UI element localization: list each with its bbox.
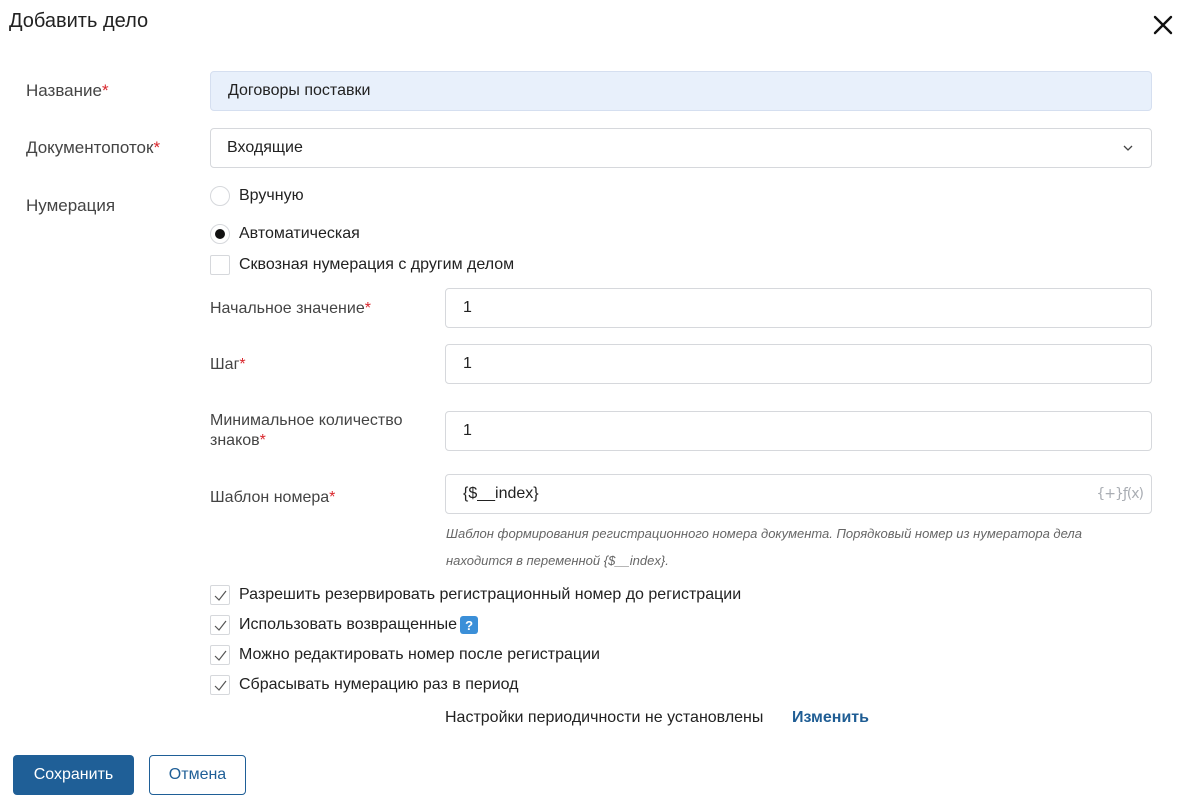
min-digits-label [210,411,402,451]
chevron-down-icon [1122,144,1134,152]
dialog-title: Добавить дело [9,10,149,32]
required-mark: * [101,81,109,100]
help-icon[interactable]: ? [460,616,478,634]
through-numbering-checkbox[interactable] [210,255,230,275]
use-returned-checkbox[interactable] [210,615,230,635]
step-label-text: Шаг [210,356,240,373]
template-label-text: Шаблон номера [210,489,330,506]
change-period-link[interactable]: Изменить [792,709,869,726]
radio-auto[interactable] [210,224,230,244]
min-digits-label-line2: знаков [210,432,260,449]
use-returned-label: Использовать возвращенные [239,616,458,633]
name-label-text: Название [26,81,102,100]
start-value-label [210,299,371,319]
start-value-input-value: 1 [463,299,472,316]
period-status-text: Настройки периодичности не установлены [445,709,764,726]
template-label [210,488,335,508]
template-hint-line2: находится в переменной {$__index}. [446,553,669,568]
check-icon [214,680,227,691]
reserve-number-checkbox[interactable] [210,585,230,605]
save-button[interactable]: Сохранить [13,755,134,795]
min-digits-label-line1: Минимальное количество [210,412,403,429]
required-mark: * [239,356,246,373]
numbering-option-auto[interactable] [210,224,360,244]
name-input[interactable] [210,71,1152,111]
docflow-label [26,138,160,158]
step-label [210,355,246,375]
min-digits-input[interactable] [445,411,1152,451]
docflow-select-value: Входящие [227,139,303,156]
template-input-value: {$__index} [463,485,539,502]
check-icon [214,620,227,631]
docflow-label-text: Документопоток [26,138,154,157]
formula-icon[interactable]: {+}ƒ(x) [1096,486,1143,502]
required-mark: * [259,432,266,449]
edit-after-registration-checkbox[interactable] [210,645,230,665]
numbering-option-manual[interactable] [210,186,304,206]
reset-period-checkbox[interactable] [210,675,230,695]
template-hint [446,520,1146,574]
radio-auto-label: Автоматическая [239,225,360,242]
close-icon [1150,12,1176,38]
cancel-button[interactable]: Отмена [149,755,246,795]
required-mark: * [364,300,371,317]
required-mark: * [329,489,336,506]
name-label [26,81,109,101]
name-input-value: Договоры поставки [228,82,371,99]
step-input[interactable] [445,344,1152,384]
option-reserve-number[interactable] [210,585,741,605]
close-button[interactable] [1150,12,1176,38]
template-input[interactable] [445,474,1152,514]
option-reset-period[interactable] [210,675,519,695]
option-use-returned[interactable] [210,615,478,635]
required-mark: * [153,138,161,157]
template-hint-line1: Шаблон формирования регистрационного номера документа. Порядковый номер из нумератора дела [446,526,1082,541]
reserve-number-label: Разрешить резервировать регистрационный номер до регистрации [239,586,742,603]
edit-after-registration-label: Можно редактировать номер после регистрации [239,646,600,663]
option-edit-after-registration[interactable] [210,645,600,665]
docflow-select[interactable] [210,128,1152,168]
min-digits-input-value: 1 [463,422,472,439]
radio-manual-label: Вручную [239,187,304,204]
through-numbering-label: Сквозная нумерация с другим делом [239,256,515,273]
through-numbering-option[interactable] [210,255,514,275]
radio-manual[interactable] [210,186,230,206]
reset-period-label: Сбрасывать нумерацию раз в период [239,676,519,693]
numbering-label: Нумерация [26,196,116,215]
check-icon [214,590,227,601]
step-input-value: 1 [463,355,472,372]
start-value-label-text: Начальное значение [210,300,365,317]
start-value-input[interactable] [445,288,1152,328]
check-icon [214,650,227,661]
